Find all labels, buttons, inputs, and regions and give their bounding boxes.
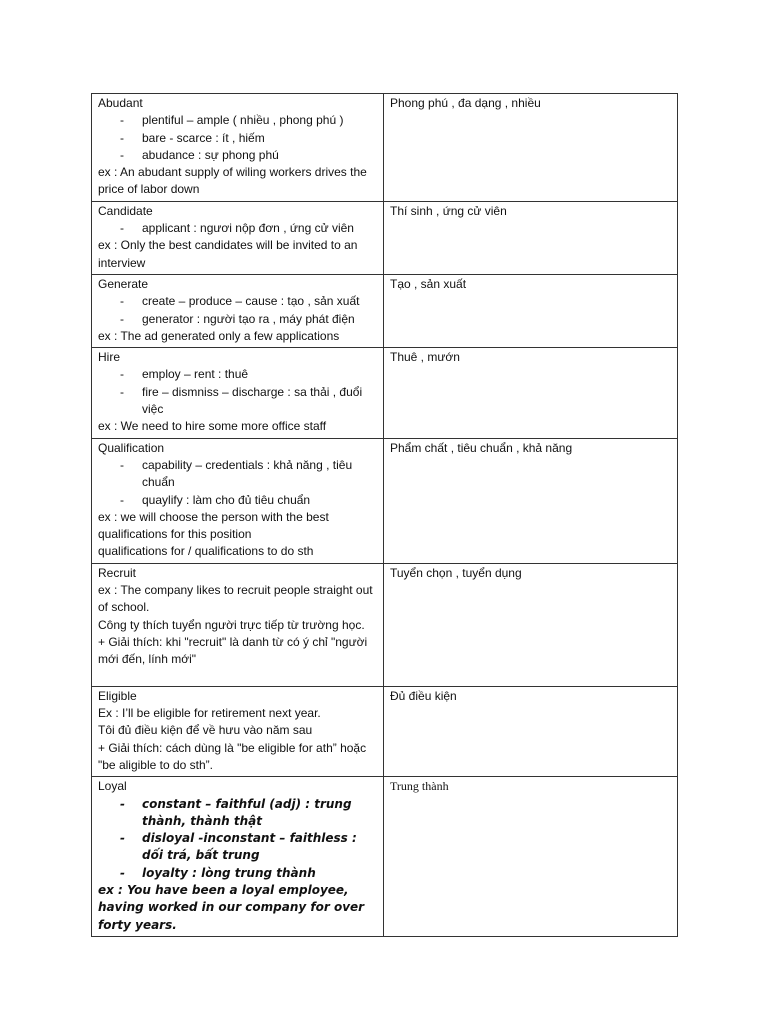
meaning-text: Thuê , mướn — [390, 350, 460, 365]
example-text: ex : You have been a loyal employee, having worked in our company for over forty years. — [98, 882, 365, 932]
synonym-item — [98, 384, 377, 419]
table-row — [92, 686, 678, 776]
example-text: ex : An abudant supply of wiling workers drives the price of labor down — [98, 165, 367, 197]
term-cell — [92, 94, 384, 202]
example-text: ex : We need to hire some more office staff — [98, 419, 327, 434]
meaning-cell — [384, 563, 678, 686]
dash-bullet-icon: - — [120, 831, 125, 846]
synonym-text: plentiful – ample ( nhiều , phong phú ) — [142, 113, 344, 128]
term-cell — [92, 438, 384, 563]
dash-bullet-icon: - — [120, 367, 124, 382]
dash-bullet-icon: - — [120, 796, 125, 811]
dash-bullet-icon: - — [120, 384, 124, 399]
example-text: + Giải thích: cách dùng là "be eligible for ath” hoặc "be aligible to do sth”. — [98, 740, 367, 772]
dash-bullet-icon: - — [120, 492, 124, 507]
vocabulary-table — [91, 93, 678, 937]
dash-bullet-icon: - — [120, 457, 124, 472]
term-cell — [92, 777, 384, 937]
meaning-text: Trung thành — [390, 779, 449, 794]
synonym-item — [98, 796, 377, 831]
meaning-text: Phong phú , đa dạng , nhiều — [390, 96, 541, 110]
meaning-cell — [384, 438, 678, 563]
synonym-item — [98, 147, 377, 164]
synonym-item — [98, 112, 377, 129]
meaning-cell — [384, 777, 678, 937]
term-cell — [92, 201, 384, 274]
synonym-text: bare - scarce : ít , hiếm — [142, 130, 265, 145]
synonym-text: employ – rent : thuê — [142, 367, 249, 382]
synonym-text: constant – faithful (adj) : trung thành, thành thật — [142, 796, 352, 828]
table-row — [92, 348, 678, 438]
term-word: Candidate — [98, 203, 153, 218]
meaning-text: Tuyển chọn , tuyển dụng — [390, 565, 522, 580]
dash-bullet-icon: - — [120, 311, 124, 326]
dash-bullet-icon: - — [120, 221, 124, 236]
term-cell — [92, 563, 384, 686]
synonym-text: create – produce – cause : tạo , sản xuất — [142, 294, 360, 309]
example-text: ex : Only the best candidates will be invited to an interview — [98, 238, 358, 270]
meaning-text: Thí sinh , ứng cử viên — [390, 203, 507, 218]
meaning-cell — [384, 94, 678, 202]
term-word: Hire — [98, 350, 121, 365]
meaning-text: Tạo , sản xuất — [390, 276, 467, 291]
synonym-item — [98, 220, 377, 237]
synonym-text: abudance : sự phong phú — [142, 147, 279, 162]
example-text: Tôi đủ điều kiện để về hưu vào năm sau — [98, 723, 313, 738]
table-row — [92, 94, 678, 202]
term-word: Loyal — [98, 779, 127, 794]
term-cell — [92, 274, 384, 347]
table-row — [92, 438, 678, 563]
meaning-cell — [384, 348, 678, 438]
example-text: ex : we will choose the person with the best qualifications for this position — [98, 509, 329, 542]
example-text: Ex : I’ll be eligible for retirement next year. — [98, 706, 321, 721]
example-text: ex : The ad generated only a few applications — [98, 328, 340, 343]
dash-bullet-icon: - — [120, 113, 124, 128]
term-word: Qualification — [98, 440, 165, 455]
example-text: qualifications for / qualifications to do sth — [98, 544, 314, 559]
synonym-text: loyalty : lòng trung thành — [142, 865, 316, 880]
synonym-item — [98, 293, 377, 310]
meaning-text: Đủ điều kiện — [390, 688, 457, 703]
term-cell — [92, 686, 384, 776]
meaning-text: Phẩm chất , tiêu chuẩn , khả năng — [390, 440, 573, 455]
table-row — [92, 201, 678, 274]
term-word: Abudant — [98, 96, 143, 110]
meaning-cell — [384, 274, 678, 347]
term-word: Generate — [98, 276, 149, 291]
table-row — [92, 777, 678, 937]
synonym-item — [98, 865, 377, 882]
synonym-item — [98, 130, 377, 147]
dash-bullet-icon: - — [120, 130, 124, 145]
synonym-item — [98, 366, 377, 383]
term-cell — [92, 348, 384, 438]
example-text: + Giải thích: khi "recruit" là danh từ có ý chỉ "người mới đến, lính mới" — [98, 634, 368, 667]
term-word: Eligible — [98, 688, 137, 703]
meaning-cell — [384, 201, 678, 274]
synonym-text: applicant : ngươi nộp đơn , ứng cử viên — [142, 221, 354, 236]
synonym-item — [98, 457, 377, 492]
dash-bullet-icon: - — [120, 147, 124, 162]
synonym-item — [98, 492, 377, 509]
example-text: Công ty thích tuyển người trực tiếp từ trường học. — [98, 617, 365, 632]
synonym-item — [98, 830, 377, 865]
synonym-text: quaylify : làm cho đủ tiêu chuẩn — [142, 492, 311, 507]
meaning-cell — [384, 686, 678, 776]
term-word: Recruit — [98, 565, 137, 580]
synonym-text: disloyal -inconstant – faithless : dối trá, bất trung — [142, 831, 357, 863]
dash-bullet-icon: - — [120, 865, 125, 880]
table-row — [92, 563, 678, 686]
synonym-item — [98, 311, 377, 328]
synonym-text: capability – credentials : khả năng , tiêu chuẩn — [142, 457, 353, 490]
synonym-text: generator : người tạo ra , máy phát điện — [142, 311, 355, 326]
dash-bullet-icon: - — [120, 294, 124, 309]
example-text: ex : The company likes to recruit people straight out of school. — [98, 583, 373, 615]
table-row — [92, 274, 678, 347]
synonym-text: fire – dismniss – discharge : sa thải , đuổi việc — [142, 384, 363, 417]
